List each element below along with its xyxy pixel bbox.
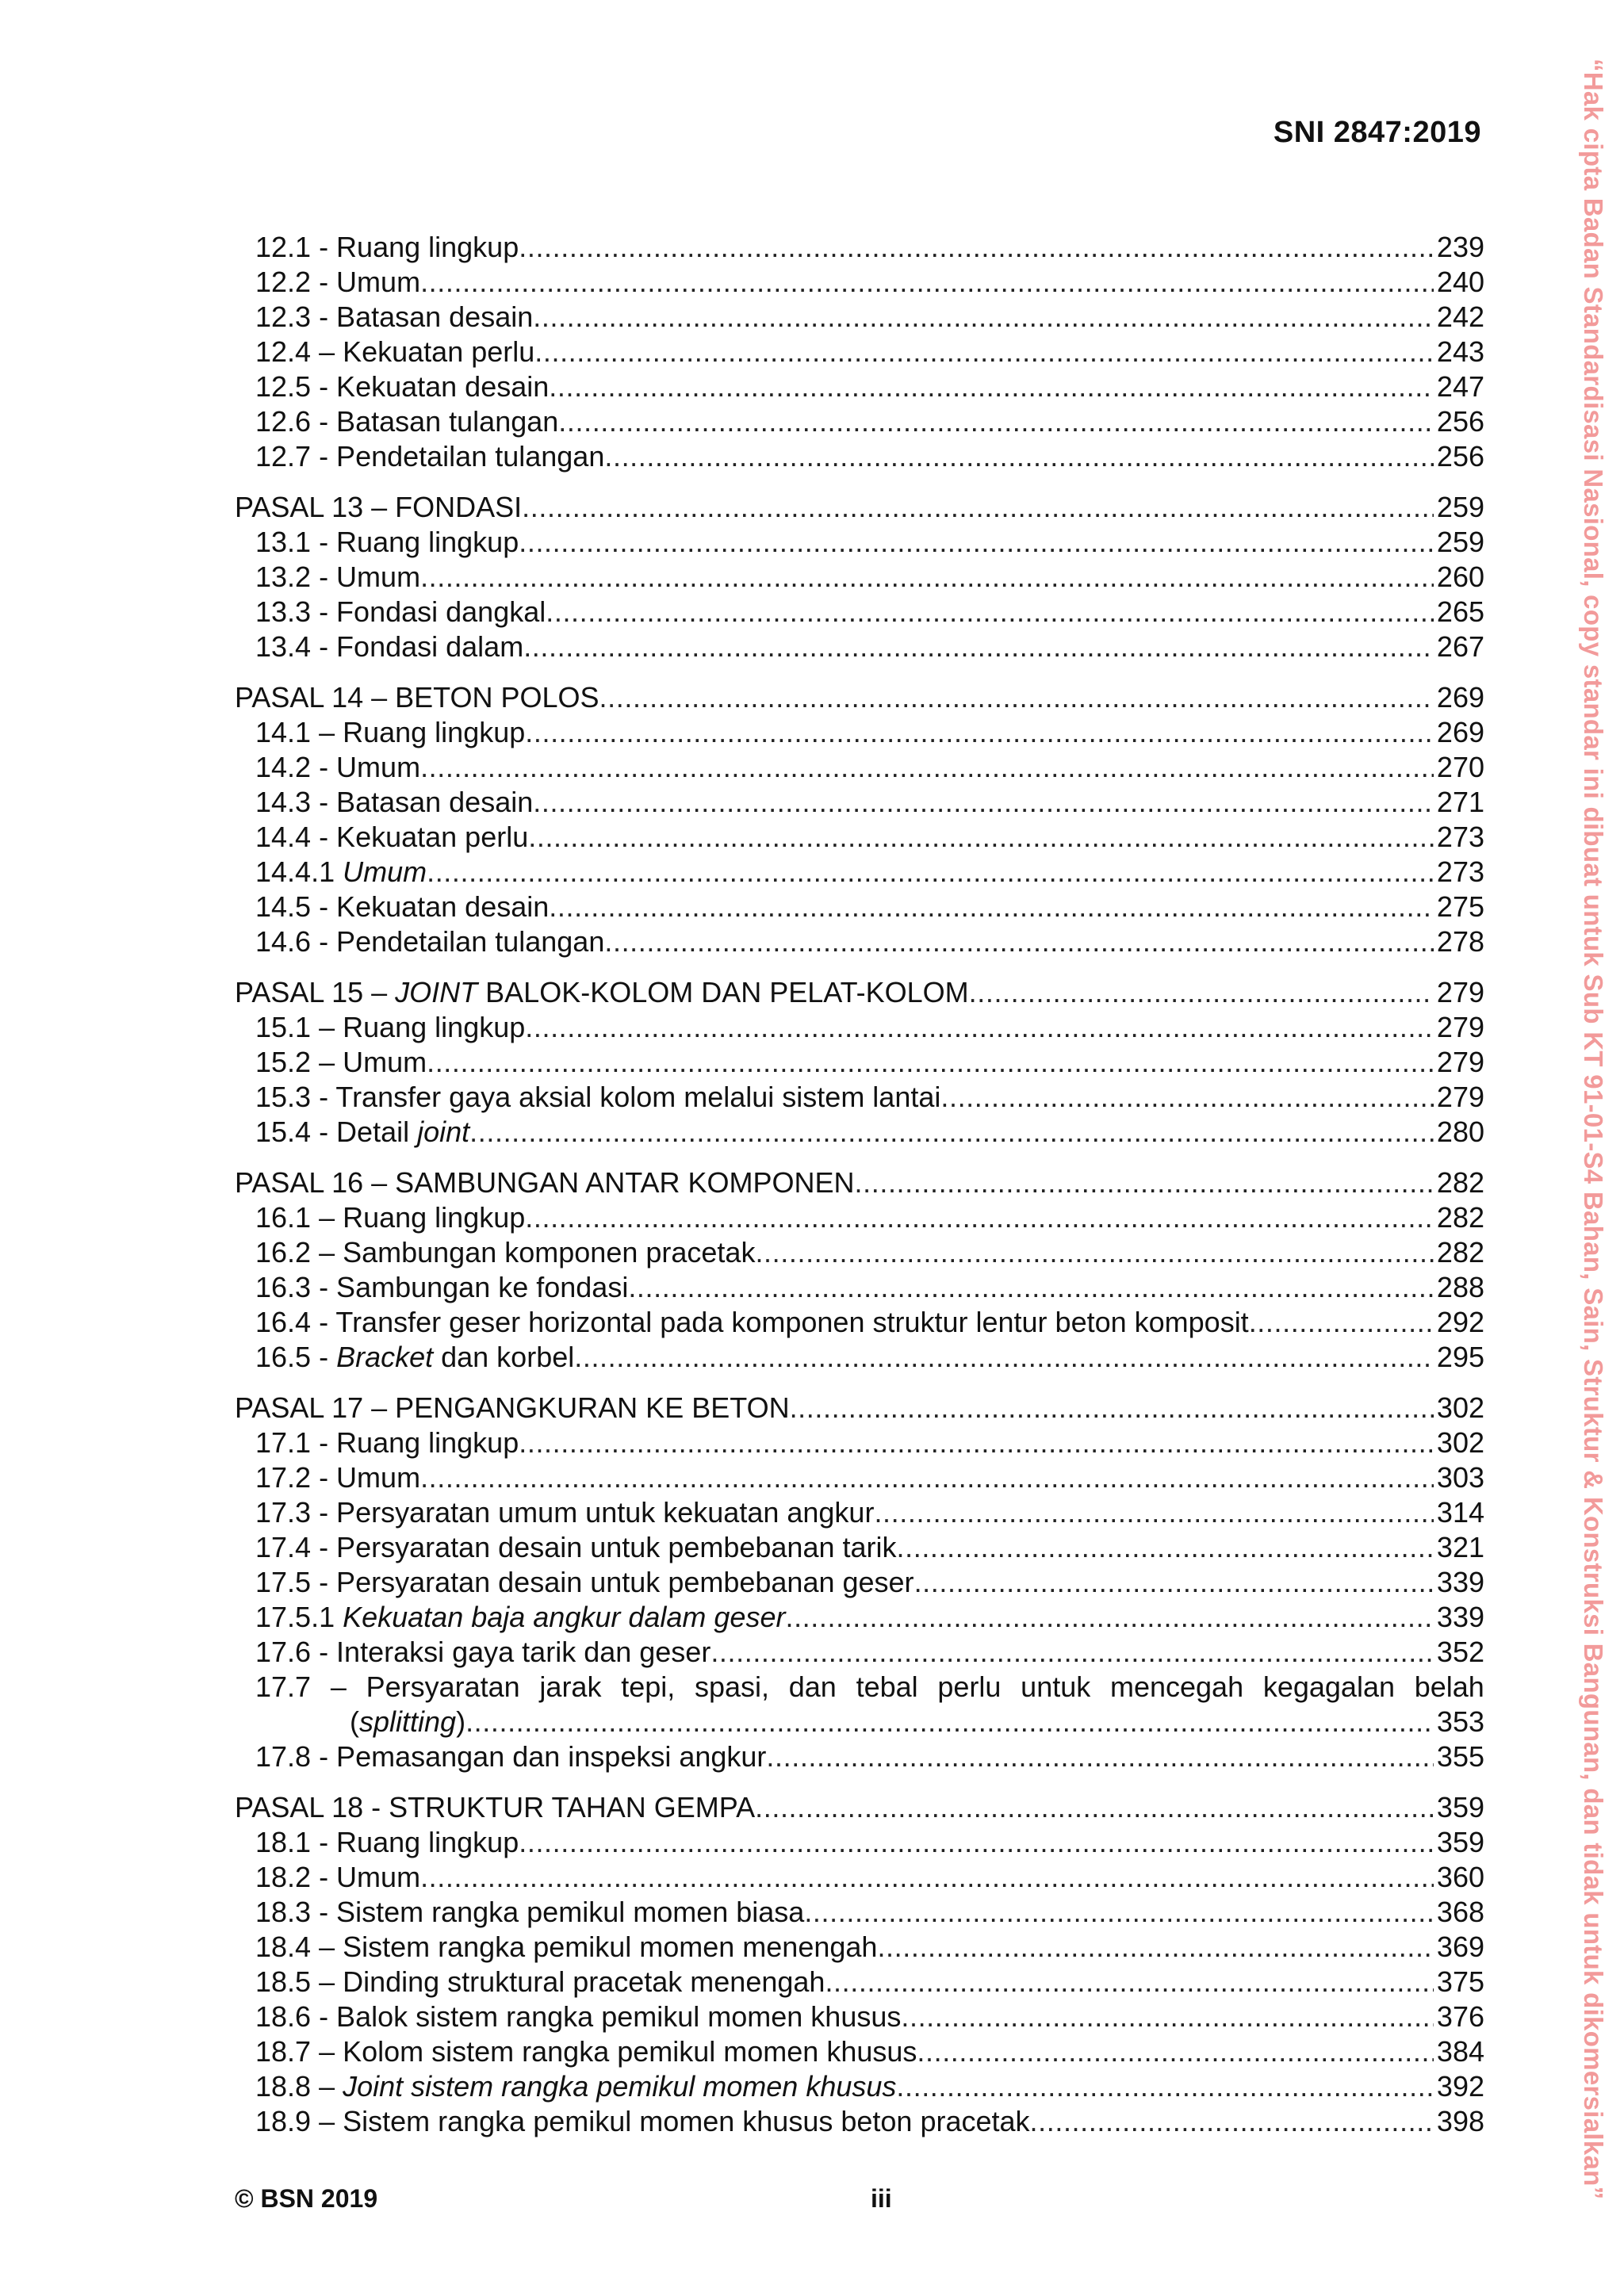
toc-entry-13-3[interactable]: 13.3 - Fondasi dangkal ..... 265 (235, 595, 1484, 629)
toc-entry-14-6[interactable]: 14.6 - Pendetailan tulangan ..... 278 (235, 924, 1484, 959)
toc-chapter-16[interactable]: PASAL 16 – SAMBUNGAN ANTAR KOMPONEN ..... 282 (235, 1165, 1484, 1200)
toc-entry-16-3[interactable]: 16.3 - Sambungan ke fondasi ..... 288 (235, 1270, 1484, 1305)
toc-entry-14-4[interactable]: 14.4 - Kekuatan perlu ..... 273 (235, 820, 1484, 855)
document-code: SNI 2847:2019 (1273, 116, 1481, 149)
toc-entry-12-6[interactable]: 12.6 - Batasan tulangan ..... 256 (235, 404, 1484, 439)
table-of-contents (235, 230, 1484, 2139)
toc-entry-16-4[interactable]: 16.4 - Transfer geser horizontal pada komponen struktur lentur beton komposit ..... 292 (235, 1305, 1484, 1340)
toc-entry-17-7-line2[interactable]: (splitting) ..... 353 (235, 1705, 1484, 1739)
copyright-watermark: “Hak cipta Badan Standardisasi Nasional, copy standar ini dibuat untuk Sub KT 91-01-S4 Bahan, Sain, Struktur & Konstruksi Bangunan, dan tidak untuk dikomersialkan” (1579, 59, 1608, 2200)
toc-entry-12-5[interactable]: 12.5 - Kekuatan desain ..... 247 (235, 369, 1484, 404)
toc-entry-17-8[interactable]: 17.8 - Pemasangan dan inspeksi angkur ..... 355 (235, 1739, 1484, 1774)
toc-entry-14-1[interactable]: 14.1 – Ruang lingkup ..... 269 (235, 715, 1484, 750)
toc-entry-18-7[interactable]: 18.7 – Kolom sistem rangka pemikul momen khusus ..... 384 (235, 2034, 1484, 2069)
toc-entry-16-5[interactable]: 16.5 - Bracket dan korbel ..... 295 (235, 1340, 1484, 1375)
toc-entry-18-9[interactable]: 18.9 – Sistem rangka pemikul momen khusus beton pracetak ..... 398 (235, 2104, 1484, 2139)
toc-chapter-18[interactable]: PASAL 18 - STRUKTUR TAHAN GEMPA ..... 359 (235, 1790, 1484, 1825)
toc-entry-14-2[interactable]: 14.2 - Umum ..... 270 (235, 750, 1484, 785)
toc-entry-17-5[interactable]: 17.5 - Persyaratan desain untuk pembebanan geser ..... 339 (235, 1565, 1484, 1600)
toc-entry-15-2[interactable]: 15.2 – Umum ..... 279 (235, 1045, 1484, 1080)
toc-entry-18-2[interactable]: 18.2 - Umum ..... 360 (235, 1860, 1484, 1895)
toc-entry-17-1[interactable]: 17.1 - Ruang lingkup ..... 302 (235, 1425, 1484, 1460)
footer-copyright: © BSN 2019 (235, 2184, 378, 2213)
footer-page-number: iii (871, 2184, 892, 2213)
toc-entry-18-3[interactable]: 18.3 - Sistem rangka pemikul momen biasa ..... 368 (235, 1895, 1484, 1930)
toc-entry-12-7[interactable]: 12.7 - Pendetailan tulangan ..... 256 (235, 439, 1484, 474)
toc-entry-12-4[interactable]: 12.4 – Kekuatan perlu ..... 243 (235, 335, 1484, 369)
toc-entry-18-5[interactable]: 18.5 – Dinding struktural pracetak menengah ..... 375 (235, 1965, 1484, 1999)
toc-entry-15-3[interactable]: 15.3 - Transfer gaya aksial kolom melalui sistem lantai ..... 279 (235, 1080, 1484, 1115)
toc-entry-18-6[interactable]: 18.6 - Balok sistem rangka pemikul momen khusus ..... 376 (235, 1999, 1484, 2034)
toc-entry-17-7-line1[interactable]: 17.7 – Persyaratan jarak tepi, spasi, dan tebal perlu untuk mencegah kegagalan belah (255, 1670, 1484, 1703)
toc-entry-17-3[interactable]: 17.3 - Persyaratan umum untuk kekuatan angkur ..... 314 (235, 1495, 1484, 1530)
toc-chapter-15[interactable]: PASAL 15 – JOINT BALOK-KOLOM DAN PELAT-KOLOM ..... 279 (235, 975, 1484, 1010)
toc-entry-14-4-1[interactable]: 14.4.1 Umum ..... 273 (235, 855, 1484, 890)
toc-entry-15-1[interactable]: 15.1 – Ruang lingkup ..... 279 (235, 1010, 1484, 1045)
toc-entry-17-4[interactable]: 17.4 - Persyaratan desain untuk pembebanan tarik ..... 321 (235, 1530, 1484, 1565)
toc-chapter-14[interactable]: PASAL 14 – BETON POLOS ..... 269 (235, 680, 1484, 715)
toc-entry-13-4[interactable]: 13.4 - Fondasi dalam ..... 267 (235, 629, 1484, 664)
toc-entry-18-1[interactable]: 18.1 - Ruang lingkup ..... 359 (235, 1825, 1484, 1860)
toc-chapter-17[interactable]: PASAL 17 – PENGANGKURAN KE BETON ..... 302 (235, 1391, 1484, 1425)
toc-entry-17-5-1[interactable]: 17.5.1 Kekuatan baja angkur dalam geser ..... 339 (235, 1600, 1484, 1635)
toc-entry-14-3[interactable]: 14.3 - Batasan desain ..... 271 (235, 785, 1484, 820)
toc-entry-13-2[interactable]: 13.2 - Umum ..... 260 (235, 560, 1484, 595)
toc-entry-12-3[interactable]: 12.3 - Batasan desain ..... 242 (235, 300, 1484, 335)
toc-entry-18-4[interactable]: 18.4 – Sistem rangka pemikul momen menengah ..... 369 (235, 1930, 1484, 1965)
toc-chapter-13[interactable]: PASAL 13 – FONDASI ..... 259 (235, 490, 1484, 525)
toc-entry-16-2[interactable]: 16.2 – Sambungan komponen pracetak ..... 282 (235, 1235, 1484, 1270)
toc-entry-18-8[interactable]: 18.8 – Joint sistem rangka pemikul momen khusus ..... 392 (235, 2069, 1484, 2104)
toc-entry-13-1[interactable]: 13.1 - Ruang lingkup ..... 259 (235, 525, 1484, 560)
toc-entry-17-2[interactable]: 17.2 - Umum ..... 303 (235, 1460, 1484, 1495)
toc-entry-12-2[interactable]: 12.2 - Umum ..... 240 (235, 265, 1484, 300)
toc-entry-14-5[interactable]: 14.5 - Kekuatan desain ..... 275 (235, 890, 1484, 924)
toc-entry-12-1[interactable]: 12.1 - Ruang lingkup ..... 239 (235, 230, 1484, 265)
toc-entry-16-1[interactable]: 16.1 – Ruang lingkup ..... 282 (235, 1200, 1484, 1235)
toc-entry-17-6[interactable]: 17.6 - Interaksi gaya tarik dan geser ..... 352 (235, 1635, 1484, 1670)
toc-entry-15-4[interactable]: 15.4 - Detail joint ..... 280 (235, 1115, 1484, 1150)
